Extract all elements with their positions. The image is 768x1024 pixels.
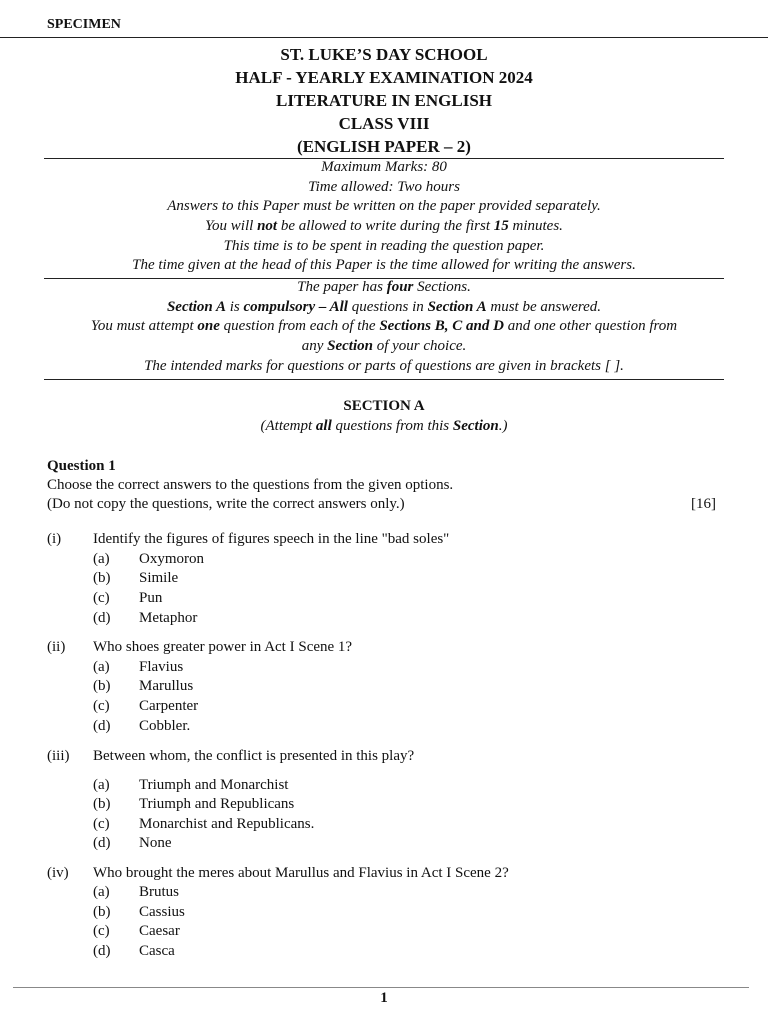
option-letter: (c) bbox=[93, 923, 110, 939]
exam-name: HALF - YEARLY EXAMINATION 2024 bbox=[235, 68, 533, 87]
time-allowed: Time allowed: Two hours bbox=[308, 178, 460, 195]
option-text: Casca bbox=[139, 943, 175, 959]
option-text: Pun bbox=[139, 590, 163, 606]
any-section-instruction: any Section of your choice. bbox=[301, 338, 467, 355]
reading-time-note: This time is to be spent in reading the question paper. bbox=[223, 237, 545, 254]
question-marks: [16] bbox=[691, 496, 716, 512]
option-letter: (c) bbox=[93, 590, 110, 606]
item-question: Who brought the meres about Marullus and Flavius in Act I Scene 2? bbox=[93, 865, 509, 881]
option-letter: (d) bbox=[93, 943, 111, 959]
option-text: Oxymoron bbox=[139, 551, 204, 567]
option-text: Cobbler. bbox=[139, 718, 191, 734]
option-letter: (d) bbox=[93, 835, 111, 851]
option-letter: (a) bbox=[93, 777, 110, 793]
section-title: SECTION A bbox=[343, 398, 425, 414]
answers-instruction: Answers to this Paper must be written on the paper provided separately. bbox=[167, 198, 601, 215]
option-letter: (b) bbox=[93, 796, 111, 812]
question-instruction-1: Choose the correct answers to the questions from the given options. bbox=[47, 477, 454, 493]
option-text: Triumph and Republicans bbox=[139, 796, 295, 812]
option-letter: (c) bbox=[93, 816, 110, 832]
time-head-note: The time given at the head of this Paper is the time allowed for writing the answers. bbox=[132, 257, 636, 274]
option-letter: (c) bbox=[93, 698, 110, 714]
item-number: (iii) bbox=[47, 748, 70, 764]
option-letter: (b) bbox=[93, 570, 111, 586]
option-text: Monarchist and Republicans. bbox=[139, 816, 315, 832]
option-text: Triumph and Monarchist bbox=[139, 777, 289, 793]
item-number: (iv) bbox=[47, 865, 69, 881]
general-instructions bbox=[0, 158, 768, 276]
question-instruction-2: (Do not copy the questions, write the correct answers only.) bbox=[47, 496, 405, 512]
option-text: Caesar bbox=[139, 923, 180, 939]
paper-name: (ENGLISH PAPER – 2) bbox=[297, 137, 471, 156]
title-block bbox=[0, 43, 768, 158]
option-text: Carpenter bbox=[139, 698, 199, 714]
reading-time-instruction: You will not be allowed to write during the first 15 minutes. bbox=[205, 218, 563, 235]
item-question: Who shoes greater power in Act I Scene 1? bbox=[93, 639, 353, 655]
item-number: (i) bbox=[47, 531, 62, 547]
option-text: Cassius bbox=[139, 904, 185, 920]
subject-name: LITERATURE IN ENGLISH bbox=[275, 91, 493, 110]
option-text: Marullus bbox=[139, 678, 194, 694]
class-name: CLASS VIII bbox=[338, 114, 430, 133]
section-a-compulsory: Section A is compulsory – All questions in Section A must be answered. bbox=[166, 298, 602, 315]
option-text: Flavius bbox=[139, 659, 184, 675]
section-instructions bbox=[0, 278, 768, 376]
option-text: Simile bbox=[139, 570, 179, 586]
top-rule bbox=[0, 37, 768, 38]
option-letter: (d) bbox=[93, 718, 111, 734]
option-letter: (b) bbox=[93, 678, 111, 694]
option-letter: (a) bbox=[93, 551, 110, 567]
option-letter: (a) bbox=[93, 659, 110, 675]
max-marks: Maximum Marks: 80 bbox=[321, 159, 447, 175]
specimen-label: SPECIMEN bbox=[47, 17, 121, 32]
marks-note: The intended marks for questions or parts of questions are given in brackets [ ]. bbox=[144, 357, 624, 374]
item-question: Identify the figures of figures speech in the line "bad soles" bbox=[93, 531, 450, 547]
option-letter: (d) bbox=[93, 610, 111, 626]
option-text: Metaphor bbox=[139, 610, 198, 626]
item-number: (ii) bbox=[47, 639, 66, 655]
option-letter: (b) bbox=[93, 904, 111, 920]
question-heading: Question 1 bbox=[47, 458, 116, 474]
attempt-instruction: You must attempt one question from each of the Sections B, C and D and one other question from bbox=[90, 318, 678, 335]
item-question: Between whom, the conflict is presented in this play? bbox=[93, 748, 415, 764]
page-number: 1 bbox=[380, 990, 388, 1006]
footer-rule bbox=[13, 987, 749, 988]
option-text: None bbox=[139, 835, 172, 851]
sections-count: The paper has four Sections. bbox=[297, 279, 471, 295]
school-name: ST. LUKE’S DAY SCHOOL bbox=[280, 45, 488, 64]
section-subtitle: (Attempt all questions from this Section.) bbox=[260, 418, 508, 434]
option-text: Brutus bbox=[139, 884, 180, 900]
rule-3 bbox=[44, 379, 724, 380]
option-letter: (a) bbox=[93, 884, 110, 900]
